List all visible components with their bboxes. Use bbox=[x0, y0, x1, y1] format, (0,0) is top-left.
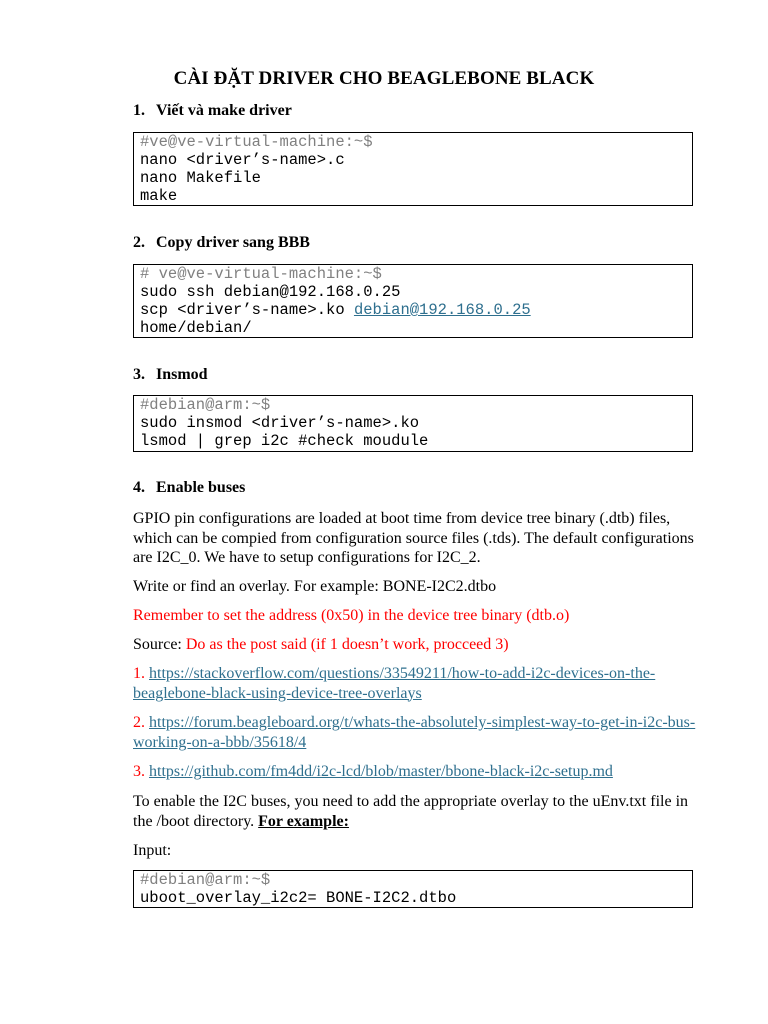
source-note: Do as the post said (if 1 doesn’t work, procceed 3) bbox=[185, 636, 509, 653]
paragraph-text: To enable the I2C buses, you need to add the appropriate overlay to the uEnv.txt file in the /boot directory. bbox=[133, 793, 689, 830]
reference-item-2 bbox=[133, 713, 698, 752]
section-2-heading bbox=[133, 234, 310, 252]
section-title: Copy driver sang BBB bbox=[156, 234, 310, 251]
paragraph-gpio-config: GPIO pin configurations are loaded at boot time from device tree binary (.dtb) files, which can be compied from configuration source files (.tds). The default configurations are I2C_0. We have to setup configurations for I2C_2. bbox=[133, 510, 694, 566]
page-title: CÀI ĐẶT DRIVER CHO BEAGLEBONE BLACK bbox=[173, 68, 595, 89]
ssh-target-link[interactable]: debian@192.168.0.25 bbox=[353, 301, 531, 319]
shell-prompt: #debian@arm:~$ bbox=[140, 396, 271, 414]
section-number: 4. bbox=[133, 479, 145, 496]
shell-prompt: #ve@ve-virtual-machine:~$ bbox=[140, 133, 373, 151]
section-number: 3. bbox=[133, 366, 145, 383]
reference-number: 3. bbox=[133, 763, 145, 780]
section-title: Viết và make driver bbox=[156, 102, 292, 119]
shell-prompt: # ve@ve-virtual-machine:~$ bbox=[140, 265, 382, 283]
code-line: nano <driver’s-name>.c bbox=[140, 151, 345, 169]
reference-link-stackoverflow[interactable]: https://stackoverflow.com/questions/33549211/how-to-add-i2c-devices-on-the-beaglebone-black-using-device-tree-overlays bbox=[133, 665, 656, 702]
code-block-4 bbox=[133, 870, 693, 908]
code-block-1 bbox=[133, 132, 693, 206]
shell-prompt: #debian@arm:~$ bbox=[140, 871, 271, 889]
section-3-heading bbox=[133, 366, 208, 384]
paragraph-enable-buses bbox=[133, 792, 698, 831]
code-line: nano Makefile bbox=[140, 169, 261, 187]
reference-number: 1. bbox=[133, 665, 145, 682]
code-line: make bbox=[140, 187, 178, 205]
paragraph-overlay: Write or find an overlay. For example: BONE-I2C2.dtbo bbox=[133, 578, 497, 595]
reference-link-github[interactable]: https://github.com/fm4dd/i2c-lcd/blob/master/bbone-black-i2c-setup.md bbox=[149, 763, 613, 780]
code-line: home/debian/ bbox=[140, 319, 252, 337]
code-block-3 bbox=[133, 395, 693, 452]
paragraph-remember-note: Remember to set the address (0x50) in the device tree binary (dtb.o) bbox=[133, 607, 570, 624]
for-example-label: For example: bbox=[258, 812, 349, 830]
code-line: sudo ssh debian@192.168.0.25 bbox=[140, 283, 401, 301]
code-text: scp <driver’s-name>.ko bbox=[140, 301, 354, 319]
reference-link-beagleboard-forum[interactable]: https://forum.beagleboard.org/t/whats-the-absolutely-simplest-way-to-get-in-i2c-bus-working-on-a-bbb/35618/4 bbox=[133, 714, 696, 751]
input-label: Input: bbox=[133, 842, 172, 859]
code-block-2 bbox=[133, 264, 693, 338]
code-line: uboot_overlay_i2c2= BONE-I2C2.dtbo bbox=[140, 889, 457, 907]
section-title: Enable buses bbox=[156, 479, 246, 496]
section-number: 1. bbox=[133, 102, 145, 119]
reference-number: 2. bbox=[133, 714, 145, 731]
paragraph-source bbox=[133, 635, 698, 655]
section-4-heading bbox=[133, 479, 245, 497]
code-line: sudo insmod <driver’s-name>.ko bbox=[140, 414, 420, 432]
section-number: 2. bbox=[133, 234, 145, 251]
reference-item-3 bbox=[133, 762, 698, 782]
code-line bbox=[140, 301, 686, 319]
code-line: lsmod | grep i2c #check moudule bbox=[140, 432, 429, 450]
reference-item-1 bbox=[133, 664, 698, 703]
section-title: Insmod bbox=[156, 366, 208, 383]
section-1-heading bbox=[133, 102, 292, 120]
source-label: Source: bbox=[133, 636, 186, 653]
